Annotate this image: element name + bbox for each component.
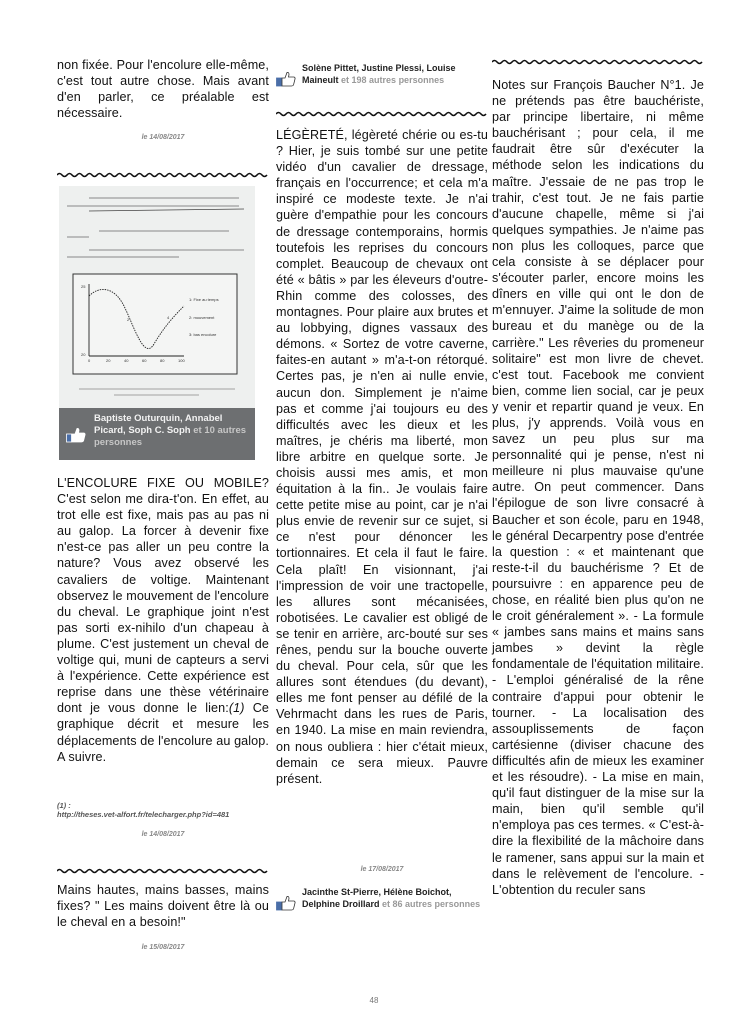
svg-text:60: 60: [142, 358, 147, 363]
svg-text:20: 20: [81, 352, 86, 357]
like-bar[interactable]: [276, 63, 488, 91]
main-paragraph: L'ENCOLURE FIXE OU MOBILE? C'est selon me dira-t'on. En effet, au trot elle est fixe, mais pas au pas ni au galop. La forcer à devenir fixe n'est-ce pas aller un peu contre la nature? Vous avez observé les cavaliers de voltige. Maintenant observez le mouvement de l'encolure du cheval. Le graphique joint n'est pas sorti ex-nihilo d'un chapeau à plume. C'est justement un cheval de voltige qui, muni de capteurs a servi à l'expérience. Cette expérience est reprise dans une thèse vétérinaire dont je vous donne le lien:(1) Ce graphique décrit et mesure les déplacements de l'encolure au galop. A suivre.: [57, 476, 269, 764]
wavy-divider: [57, 171, 269, 179]
like-names[interactable]: Solène Pittet, Justine Plessi, Louise Maineult: [302, 63, 456, 85]
svg-text:2: mouvement: 2: mouvement: [189, 315, 215, 320]
wavy-divider: [492, 58, 704, 66]
scanned-chart-image[interactable]: [59, 186, 255, 460]
like-names[interactable]: Baptiste Outurquin, Annabel Picard, Soph C. Soph: [94, 413, 223, 436]
svg-text:2: 2: [127, 317, 130, 322]
post-date: le 17/08/2017: [360, 866, 404, 873]
thumbs-up-icon[interactable]: [276, 71, 296, 91]
post-date: le 14/08/2017: [141, 831, 185, 838]
like-text: [94, 413, 252, 449]
page-number: 48: [369, 996, 379, 1005]
last-paragraph: Mains hautes, mains basses, mains fixes? " Les mains doivent être là ou le cheval en a besoin!": [57, 883, 269, 930]
like-others[interactable]: et 86 autres personnes: [382, 898, 481, 909]
like-others[interactable]: et 198 autres personnes: [341, 74, 445, 85]
like-text: [302, 63, 488, 86]
scanned-graph: [59, 186, 255, 408]
svg-text:80: 80: [160, 358, 165, 363]
footnote-ref: (1): [228, 701, 245, 716]
wavy-divider: [276, 110, 488, 118]
footnote-link[interactable]: http://theses.vet-alfort.fr/telecharger.php?id=481: [57, 810, 230, 819]
svg-text:0: 0: [88, 358, 91, 363]
wavy-divider: [57, 867, 269, 875]
like-bar[interactable]: [59, 408, 255, 460]
svg-text:100: 100: [178, 358, 185, 363]
like-text: [302, 887, 488, 910]
svg-text:20: 20: [106, 358, 111, 363]
svg-text:3: bas encolure: 3: bas encolure: [189, 332, 217, 337]
like-bar[interactable]: [276, 887, 488, 915]
post-date: le 14/08/2017: [141, 134, 185, 141]
footnote: [57, 801, 269, 819]
like-others[interactable]: et 10 autres personnes: [94, 425, 247, 448]
footnote-label: (1) :: [57, 801, 71, 810]
legerete-paragraph: LÉGÈRETÉ, légèreté chérie ou es-tu ? Hier, je suis tombé sur une petite vidéo d'un cavalier de dressage, français en l'occurrence; et cela m'a inspiré ce modeste texte. Je n'ai guère d'empathie pour les concours de dressage contemporains, hormis toutefois les reprises du concours complet. Beaucoup de chevaux ont été « bâtis » par les éleveurs d'outre-Rhin comme des colosses, des montagnes. Pour plaire aux brutes et au lobbying, dignes vassaux des démons. « Sortez de votre caverne, faites-en autant » m'a-t-on rétorqué. Certes pas, je n'en ai nulle envie, aucun don. Simplement je n'aime pas et comme j'ai toujours eu des difficultés avec les dieux et les maîtres, je chéris ma liberté, mon libre arbitre en quelque sorte. Je choisis aussi mes amis, et mon équitation à la fin.. Je voulais faire cette petite mise au point, car je n'ai plus envie de revenir sur ce sujet, si ce n'est pour dénoncer les tortionnaires. Et cela il faut le faire. Cela plaît! En visionnant, j'ai l'impression de voir une tractopelle, les allures sont mécanisées, robotisées. Le cavalier est obligé de se tenir en arrière, arc-bouté sur ses rênes, pendu sur la bouche ouverte du cheval. Pour cela, sûr que les allures sont étendues (du devant), elles me font penser au défilé de la Vehrmacht dans les rues de Paris, en 1940. La mise en main reviendra, on nous oubliera : hier c'était mieux, demain ce sera mieux. Pauvre présent.: [276, 128, 488, 786]
svg-text:4: 4: [167, 315, 170, 320]
post-date: le 15/08/2017: [141, 944, 185, 951]
thumbs-up-icon[interactable]: [276, 895, 296, 915]
svg-text:25: 25: [81, 284, 86, 289]
svg-text:1: Fixe au temps: 1: Fixe au temps: [189, 297, 219, 302]
intro-paragraph: non fixée. Pour l'encolure elle-même, c'est tout autre chose. Mais avant d'en parler, ce préalable est nécessaire.: [57, 58, 269, 121]
like-names[interactable]: Jacinthe St-Pierre, Hélène Boichot, Delphine Droillard: [302, 887, 452, 909]
thumbs-up-icon[interactable]: [66, 427, 86, 448]
svg-text:40: 40: [124, 358, 129, 363]
baucher-paragraph: Notes sur François Baucher N°1. Je ne prétends pas être bauchériste, par principe libertaire, ni même bauchérisant ; pour cela, il me faudrait être sûr d'exécuter la méthode selon les indications du maître. J'essaie de ne pas trop le trahir, c'est tout. Je ne fais partie d'aucune chapelle, même si j'ai quelques sympathies. Je n'aime pas non plus les colloques, parce que cela consiste à se déplacer pour s'écouter parler, encore moins les dîners en ville qui ont le don de m'ennuyer. J'aime la solitude de mon bureau et du manège ou de la carrière." Les rêveries du promeneur solitaire" est mon livre de chevet. c'est tout. Facebook me convient bien, comme lien social, car je peux y venir et repartir quand je veux. En plus, j'y apprends. Voilà vous en savez un peu plus sur ma personnalité qui je pense, n'est ni meilleure ni plus mauvaise qu'une autre. On peut commencer. Dans l'épilogue de son livre consacré à Baucher et son école, paru en 1948, le général Decarpentry pose d'entrée la question : « et maintenant que reste-t-il du bauchérisme ? Et de poursuivre : en apparence peu de chose, en réalité bien plus qu'on ne le croit généralement ». - La formule « jambes sans mains et mains sans jambes » devint la règle fondamentale de l'équitation militaire. - L'emploi généralisé de la rêne contraire d'appui pour obtenir le tourner. - La localisation des assouplissements de façon cartésienne (diviser chacune des difficultés afin de mieux les examiner et les résoudre). - La mise en main, qu'il faut distinguer de la mise sur la main, bien qu'il semble qu'il n'employa pas ces termes. « C'est-à-dire la flexibilité de la mâchoire dans le ramener, sans appui sur la main et dans le relèvement de l'encolure. - L'obtention du reculer sans: [492, 78, 704, 897]
